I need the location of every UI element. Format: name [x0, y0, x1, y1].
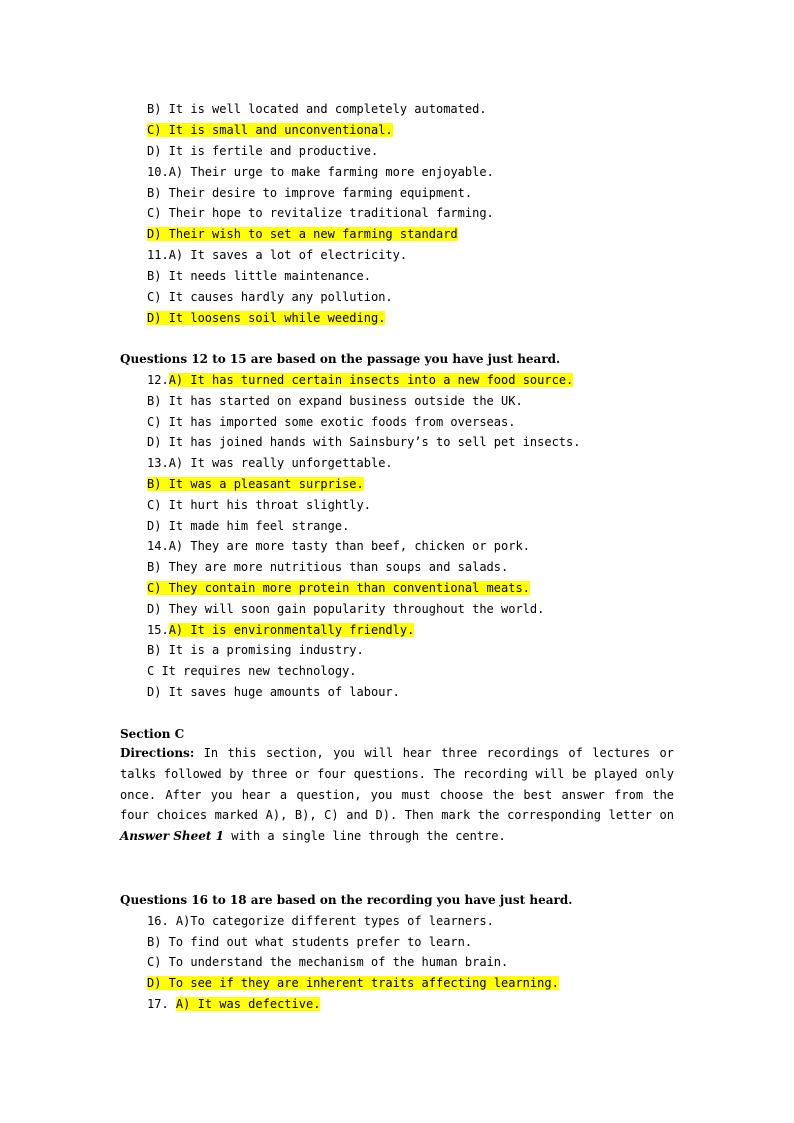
q14-option-c: [147, 580, 530, 596]
q13-option-b-text: B) It was a pleasant surprise.: [147, 477, 364, 491]
q16-number: 16.: [147, 914, 169, 928]
q10-option-b: B) Their desire to improve farming equipment.: [147, 186, 473, 200]
q16-option-a-text: A)To categorize different types of learners.: [175, 914, 494, 928]
q13-option-b: [147, 476, 364, 492]
answer-sheet-label: Answer Sheet 1: [120, 829, 224, 844]
q14-option-a-text: A) They are more tasty than beef, chicken or pork.: [168, 539, 530, 553]
q16-option-a: [147, 913, 494, 929]
q9-option-b: B) It is well located and completely automated.: [147, 102, 487, 116]
directions-end: with a single line through the centre.: [224, 829, 506, 844]
q10-number: 10.: [147, 165, 169, 179]
q10-option-d-text: D) Their wish to set a new farming standard: [147, 227, 458, 241]
q14-option-a: [147, 538, 530, 554]
directions-label: Directions:: [120, 746, 195, 760]
q10-option-a-text: A) Their urge to make farming more enjoyable.: [168, 165, 494, 179]
q13-option-a-text: A) It was really unforgettable.: [168, 456, 393, 470]
q11-number: 11.: [147, 248, 169, 262]
q11-option-a: [147, 247, 407, 263]
q17-option-a: [147, 996, 320, 1012]
q16-option-b: B) To find out what students prefer to learn.: [147, 935, 473, 949]
q11-option-d-text: D) It loosens soil while weeding.: [147, 311, 386, 325]
q9-option-d: D) It is fertile and productive.: [147, 144, 379, 158]
q13-option-a: [147, 455, 393, 471]
questions-16-18-heading: Questions 16 to 18 are based on the recording you have just heard.: [120, 893, 573, 907]
q13-number: 13.: [147, 456, 169, 470]
q14-option-b: B) They are more nutritious than soups and salads.: [147, 560, 509, 574]
q17-option-a-text: A) It was defective.: [175, 997, 321, 1011]
q12-option-a-text: A) It has turned certain insects into a new food source.: [168, 373, 574, 387]
q16-option-d: [147, 975, 559, 991]
section-c-directions: [120, 743, 674, 847]
q16-option-c: C) To understand the mechanism of the human brain.: [147, 955, 509, 969]
q12-option-a: [147, 372, 573, 388]
q9-option-c-text: C) It is small and unconventional.: [147, 123, 393, 137]
q15-option-a: [147, 622, 414, 638]
q16-option-d-text: D) To see if they are inherent traits affecting learning.: [147, 976, 559, 990]
q14-option-c-text: C) They contain more protein than conventional meats.: [147, 581, 530, 595]
q11-option-b: B) It needs little maintenance.: [147, 269, 371, 283]
directions-text: In this section, you will hear three recordings of lectures or talks followed by three or four questions. The recording will be played only once. After you hear a question, you must choose the best answer from the four choices marked A), B), C) and D). Then mark the corresponding letter on: [120, 746, 674, 823]
q10-option-d: [147, 226, 458, 242]
q15-number: 15.: [147, 623, 169, 637]
q10-option-c: C) Their hope to revitalize traditional farming.: [147, 206, 494, 220]
q9-option-c: [147, 122, 393, 138]
questions-12-15-heading: Questions 12 to 15 are based on the passage you have just heard.: [120, 352, 561, 366]
q15-option-a-text: A) It is environmentally friendly.: [168, 623, 415, 637]
q17-number: 17.: [147, 997, 169, 1011]
q12-option-d: D) It has joined hands with Sainsbury’s to sell pet insects.: [147, 435, 581, 449]
q12-option-c: C) It has imported some exotic foods from overseas.: [147, 415, 516, 429]
q14-option-d: D) They will soon gain popularity throughout the world.: [147, 602, 545, 616]
q12-number: 12.: [147, 373, 169, 387]
q12-option-b: B) It has started on expand business outside the UK.: [147, 394, 523, 408]
q11-option-a-text: A) It saves a lot of electricity.: [168, 248, 408, 262]
q11-option-c: C) It causes hardly any pollution.: [147, 290, 393, 304]
q15-option-b: B) It is a promising industry.: [147, 643, 364, 657]
q14-number: 14.: [147, 539, 169, 553]
q13-option-d: D) It made him feel strange.: [147, 519, 350, 533]
q11-option-d: [147, 310, 385, 326]
q15-option-d: D) It saves huge amounts of labour.: [147, 685, 400, 699]
q10-option-a: [147, 164, 494, 180]
q15-option-c: C It requires new technology.: [147, 664, 357, 678]
q13-option-c: C) It hurt his throat slightly.: [147, 498, 371, 512]
section-c-title: Section C: [120, 727, 185, 741]
